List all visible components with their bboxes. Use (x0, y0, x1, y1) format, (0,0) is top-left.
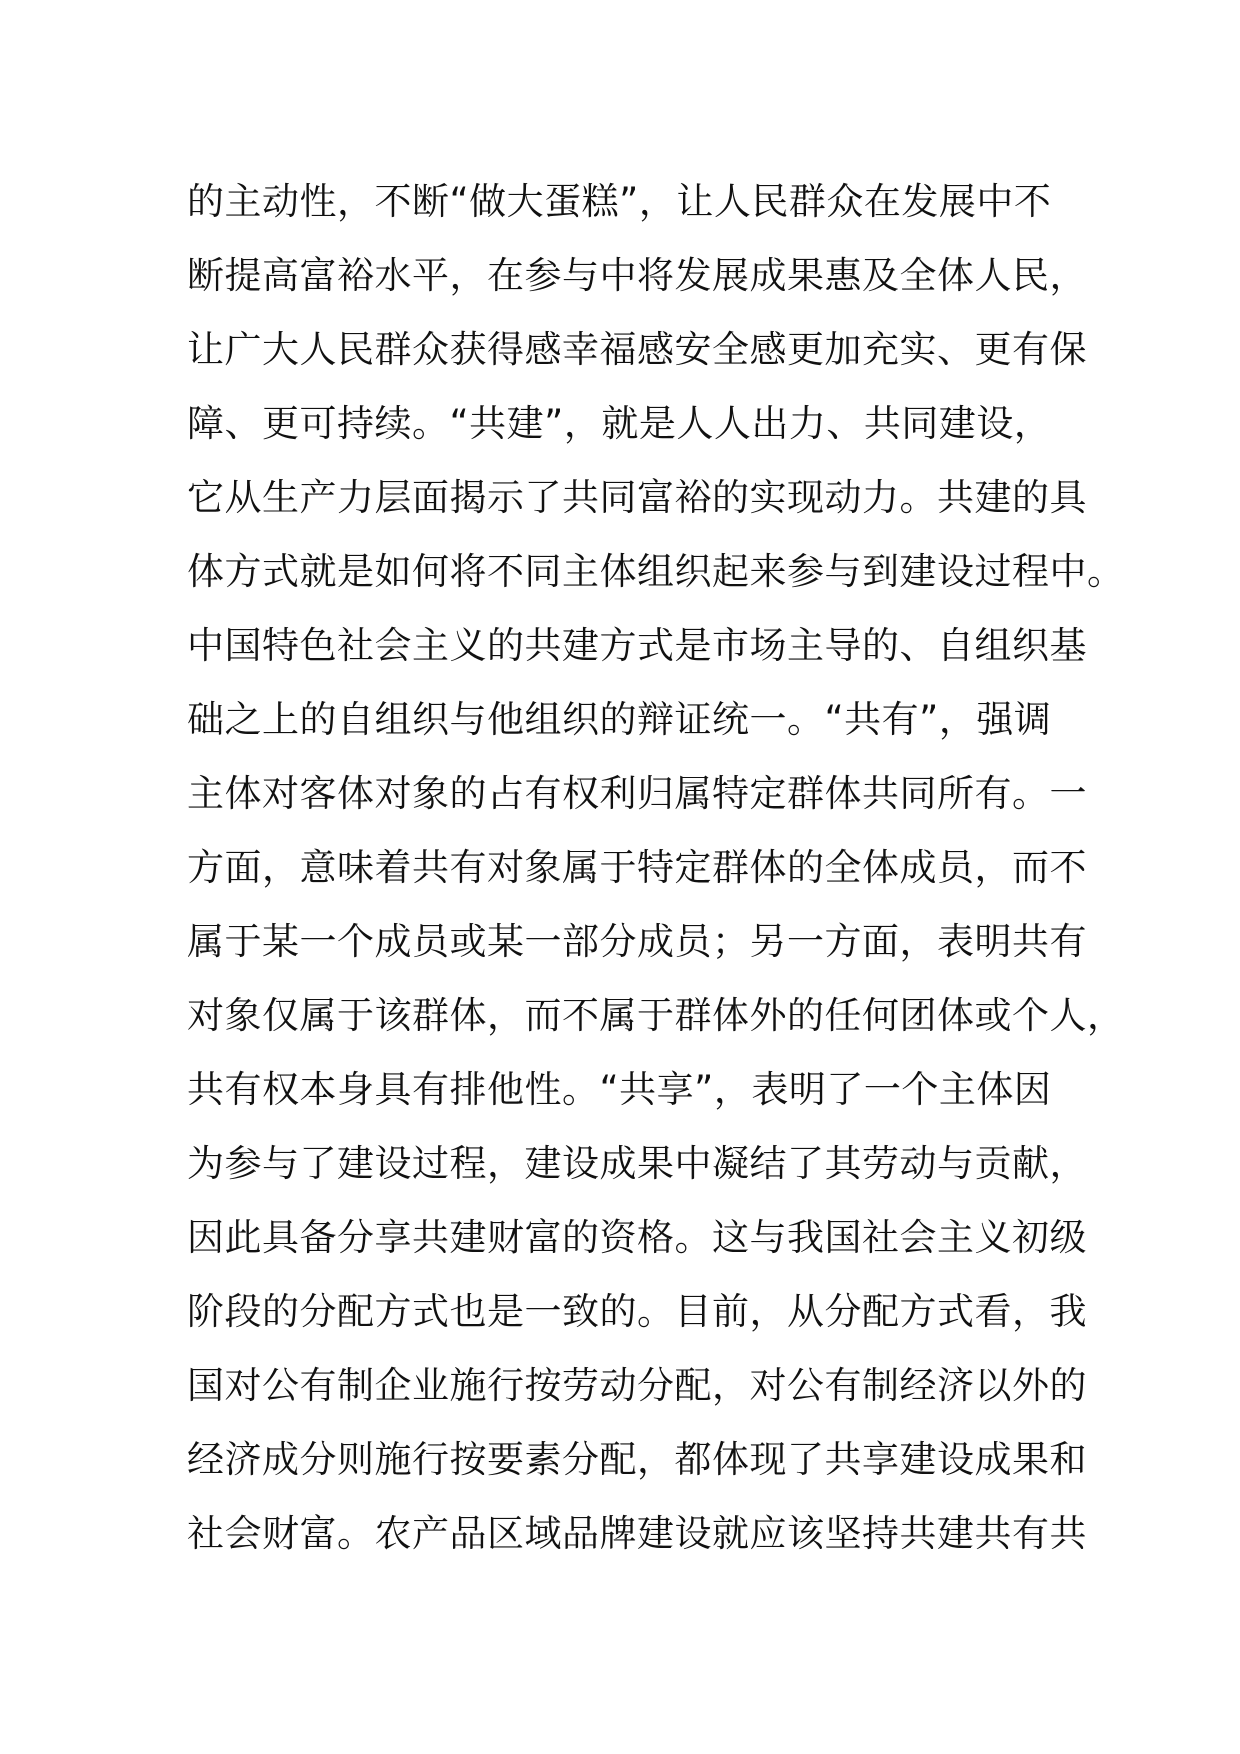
text-line: 让广大人民群众获得感幸福感安全感更加充实、更有保 (187, 328, 1087, 371)
text-line: 的主动性，不断“做大蛋糕”，让人民群众在发展中不 (187, 180, 1052, 223)
text-line: 为参与了建设过程，建设成果中凝结了其劳动与贡献， (187, 1142, 1087, 1185)
text-line: 因此具备分享共建财富的资格。这与我国社会主义初级 (187, 1216, 1087, 1259)
text-line: 对象仅属于该群体，而不属于群体外的任何团体或个人， (187, 994, 1125, 1037)
text-line: 共有权本身具有排他性。“共享”，表明了一个主体因 (187, 1068, 1052, 1111)
text-line: 国对公有制企业施行按劳动分配，对公有制经济以外的 (187, 1364, 1087, 1407)
text-line: 社会财富。农产品区域品牌建设就应该坚持共建共有共 (187, 1512, 1087, 1555)
text-line: 它从生产力层面揭示了共同富裕的实现动力。共建的具 (187, 476, 1087, 519)
text-line: 属于某一个成员或某一部分成员；另一方面，表明共有 (187, 920, 1087, 963)
text-line: 主体对客体对象的占有权利归属特定群体共同所有。一 (187, 772, 1087, 815)
text-line: 障、更可持续。“共建”，就是人人出力、共同建设， (187, 402, 1052, 445)
text-line: 阶段的分配方式也是一致的。目前，从分配方式看，我 (187, 1290, 1087, 1333)
text-line: 方面，意味着共有对象属于特定群体的全体成员，而不 (187, 846, 1087, 889)
text-line: 断提高富裕水平，在参与中将发展成果惠及全体人民， (187, 254, 1087, 297)
text-line: 中国特色社会主义的共建方式是市场主导的、自组织基 (187, 624, 1087, 667)
text-line: 础之上的自组织与他组织的辩证统一。“共有”，强调 (187, 698, 1052, 741)
body-paragraph (187, 165, 1125, 1571)
text-line: 经济成分则施行按要素分配，都体现了共享建设成果和 (187, 1438, 1087, 1481)
text-line: 体方式就是如何将不同主体组织起来参与到建设过程中。 (187, 550, 1125, 593)
